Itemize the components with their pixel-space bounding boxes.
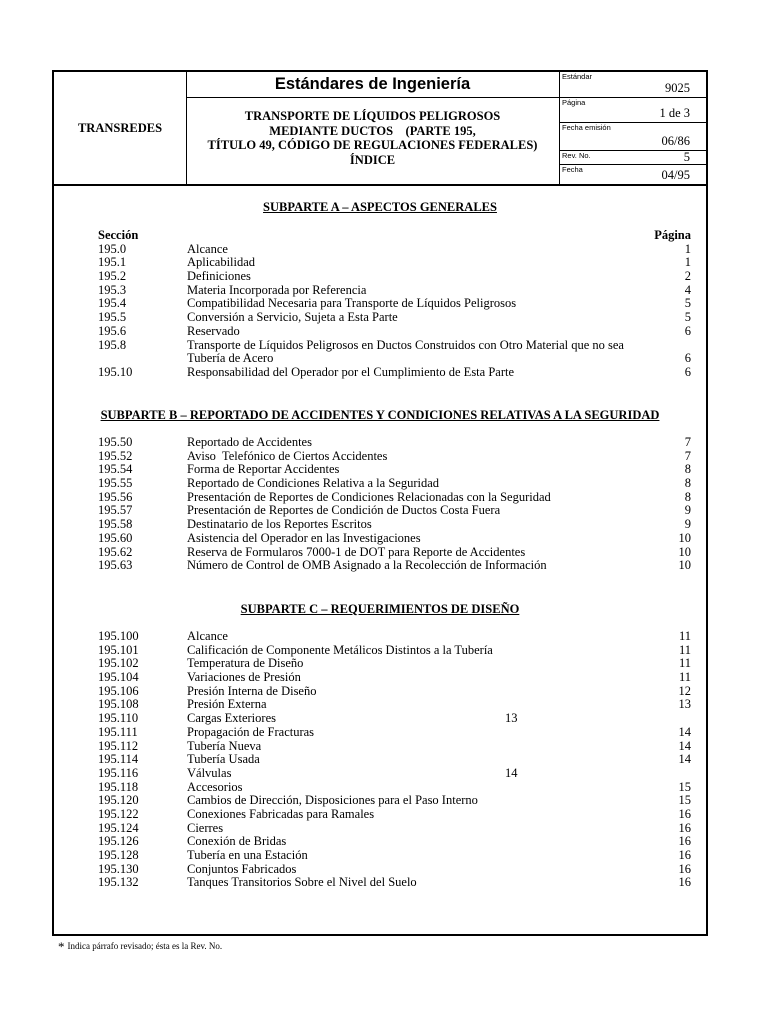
index-row (54, 450, 706, 464)
section-description: Conexiones Fabricadas para Ramales (187, 806, 375, 821)
footnote-text: Indica párrafo revisado; ésta es la Rev. No. (67, 941, 223, 951)
index-row (54, 794, 706, 808)
section-description: Conversión a Servicio, Sujeta a Esta Parte (187, 310, 398, 325)
subpart-a-rows (54, 243, 706, 380)
page-number: 6 (684, 351, 691, 366)
meta-value: 9025 (665, 81, 690, 95)
page-number: 10 (678, 544, 691, 559)
section-description: Conjuntos Fabricados (187, 861, 297, 876)
index-row (54, 366, 706, 380)
index-row (54, 297, 706, 311)
section-description: Forma de Reportar Accidentes (187, 462, 340, 477)
section-number: 195.118 (98, 779, 139, 794)
page-column-header: Página (654, 228, 691, 242)
meta-date (559, 165, 706, 184)
section-description: Reportado de Condiciones Relativa a la Seguridad (187, 476, 440, 491)
meta-standard (559, 72, 706, 98)
section-number: 195.52 (98, 448, 133, 463)
section-description: Presentación de Reportes de Condiciones Relacionadas con la Seguridad (187, 489, 551, 504)
section-number: 195.112 (98, 738, 139, 753)
index-row (54, 559, 706, 573)
meta-value: 1 de 3 (659, 106, 690, 120)
page-number: 14 (678, 724, 691, 739)
index-row (54, 753, 706, 767)
section-description: Reserva de Formularos 7000-1 de DOT para Reporte de Accidentes (187, 544, 526, 559)
page-number: 16 (678, 806, 691, 821)
subpart-a-title: SUBPARTE A – ASPECTOS GENERALES (263, 200, 497, 214)
section-description: Responsabilidad del Operador por el Cumplimiento de Esta Parte (187, 364, 515, 379)
page-number: 11 (678, 670, 691, 685)
meta-label: Estándar (562, 72, 593, 81)
title-line: TÍTULO 49, CÓDIGO DE REGULACIONES FEDERALES) (207, 138, 538, 152)
section-description: Cierres (187, 820, 224, 835)
section-number: 195.50 (98, 435, 133, 449)
section-description: Definiciones (187, 269, 251, 284)
index-row (54, 781, 706, 795)
page-number: 13 (505, 711, 518, 726)
index-row (54, 463, 706, 477)
section-number: 195.1 (98, 255, 127, 270)
page-number: 16 (678, 834, 691, 849)
section-number: 195.6 (98, 323, 127, 338)
section-description: Tubería en una Estación (187, 848, 308, 862)
subpart-b-rows (54, 436, 706, 573)
section-description: Propagación de Fracturas (187, 724, 315, 739)
subpart-a-table (54, 229, 706, 380)
section-number: 195.124 (98, 820, 139, 835)
section-number: 195.100 (98, 629, 139, 643)
section-number: 195.56 (98, 489, 133, 504)
section-number: 195.57 (98, 503, 133, 518)
index-row (54, 835, 706, 849)
section-number: 195.106 (98, 683, 139, 698)
index-row (54, 270, 706, 284)
index-row (54, 477, 706, 491)
section-number: 195.108 (98, 697, 139, 712)
section-number: 195.5 (98, 310, 127, 325)
index-row (54, 436, 706, 450)
index-row (54, 491, 706, 505)
index-row (54, 808, 706, 822)
section-description: Cargas Exteriores (187, 711, 276, 726)
subpart-c-title: SUBPARTE C – REQUERIMIENTOS DE DISEÑO (240, 602, 520, 616)
section-number: 195.122 (98, 806, 139, 821)
index-row (54, 685, 706, 699)
page-number: 10 (678, 530, 691, 545)
page-number: 8 (684, 489, 691, 504)
section-description: Presión Externa (187, 697, 267, 712)
index-row (54, 767, 706, 781)
section-description: Aplicabilidad (187, 255, 256, 270)
index-row (54, 311, 706, 325)
section-description: Materia Incorporada por Referencia (187, 282, 367, 297)
index-row (54, 876, 706, 890)
meta-label: Página (562, 98, 586, 107)
section-description: Destinatario de los Reportes Escritos (187, 517, 372, 532)
section-number: 195.54 (98, 462, 133, 477)
section-number: 195.8 (98, 337, 127, 352)
section-number: 195.55 (98, 476, 133, 491)
index-row (54, 532, 706, 546)
section-description: Temperatura de Diseño (187, 656, 304, 671)
index-row (54, 284, 706, 298)
index-row (54, 518, 706, 532)
index-row (54, 325, 706, 339)
page-number: 9 (684, 517, 691, 532)
section-column-header: Sección (98, 228, 139, 242)
column-header-row (54, 229, 706, 243)
document-header (54, 72, 706, 186)
page-number: 1 (684, 241, 691, 256)
page-number: 8 (684, 476, 691, 491)
section-description: Reservado (187, 323, 240, 338)
index-row (54, 698, 706, 712)
meta-value: 04/95 (661, 168, 690, 182)
section-number: 195.63 (98, 558, 133, 573)
section-description: Alcance (187, 629, 228, 643)
section-description: Aviso Telefónico de Ciertos Accidentes (187, 448, 388, 463)
index-row (54, 546, 706, 560)
index-row (54, 863, 706, 877)
standard-title: Estándares de Ingeniería (186, 72, 559, 98)
title-block (186, 72, 560, 184)
section-description: Conexión de Bridas (187, 834, 287, 849)
section-description: Tubería Usada (187, 752, 260, 767)
metadata-block (559, 72, 706, 184)
section-description: Presión Interna de Diseño (187, 683, 317, 698)
page-number: 13 (678, 697, 691, 712)
section-description: Presentación de Reportes de Condición de Ductos Costa Fuera (187, 503, 501, 518)
index-row (54, 256, 706, 270)
section-description: Tanques Transitorios Sobre el Nivel del Suelo (187, 875, 417, 890)
section-number: 195.126 (98, 834, 139, 849)
page-number: 1 (684, 255, 691, 270)
section-description: Compatibilidad Necesaria para Transporte de Líquidos Peligrosos (187, 296, 517, 311)
page-number: 4 (684, 282, 691, 297)
section-description: Número de Control de OMB Asignado a la Recolección de Información (187, 558, 547, 573)
section-number: 195.111 (98, 724, 138, 739)
page-number: 6 (684, 364, 691, 379)
subpart-c-table (54, 630, 706, 890)
section-description: Accesorios (187, 779, 243, 794)
meta-value: 06/86 (661, 134, 690, 148)
page-number: 9 (684, 503, 691, 518)
index-row (54, 822, 706, 836)
page-number: 14 (505, 765, 518, 780)
page-number: 16 (678, 875, 691, 890)
index-row (54, 740, 706, 754)
section-number: 195.128 (98, 848, 139, 862)
subpart-c-rows (54, 630, 706, 890)
index-row (54, 657, 706, 671)
section-description: Tubería Nueva (187, 738, 262, 753)
section-description: Asistencia del Operador en las Investigaciones (187, 530, 421, 545)
page-number: 11 (678, 629, 691, 643)
index-row (54, 644, 706, 658)
meta-rev-no (559, 151, 706, 165)
meta-label: Rev. No. (562, 151, 591, 160)
page-number: 11 (678, 656, 691, 671)
section-number: 195.62 (98, 544, 133, 559)
section-description: Reportado de Accidentes (187, 435, 312, 449)
footnote (58, 939, 222, 955)
page-number: 12 (678, 683, 691, 698)
section-number: 195.110 (98, 711, 139, 726)
page-number: 15 (678, 779, 691, 794)
index-row (54, 630, 706, 644)
section-number: 195.130 (98, 861, 139, 876)
subpart-b-title: SUBPARTE B – REPORTADO DE ACCIDENTES Y CONDICIONES RELATIVAS A LA SEGURIDAD (100, 408, 660, 422)
section-number: 195.4 (98, 296, 127, 311)
meta-page (559, 98, 706, 123)
page-number: 7 (684, 435, 691, 449)
section-number: 195.102 (98, 656, 139, 671)
page-number: 16 (678, 848, 691, 862)
meta-value: 5 (683, 150, 690, 164)
section-number: 195.60 (98, 530, 133, 545)
index-row (54, 339, 706, 353)
index-row (54, 712, 706, 726)
section-number: 195.58 (98, 517, 133, 532)
footnote-asterisk: * (58, 939, 65, 954)
section-number: 195.3 (98, 282, 127, 297)
section-number: 195.120 (98, 793, 139, 808)
index-row (54, 849, 706, 863)
title-line: TRANSPORTE DE LÍQUIDOS PELIGROSOS (244, 109, 501, 123)
section-number: 195.116 (98, 765, 139, 780)
section-description: Variaciones de Presión (187, 670, 301, 685)
section-number: 195.104 (98, 670, 139, 685)
page-number: 5 (684, 296, 691, 311)
index-row (54, 504, 706, 518)
page-number: 11 (678, 642, 691, 657)
meta-label: Fecha (562, 165, 583, 174)
page-number: 15 (678, 793, 691, 808)
page-number: 7 (684, 448, 691, 463)
section-description: Válvulas (187, 765, 232, 780)
meta-issue-date (559, 123, 706, 151)
section-number: 195.101 (98, 642, 139, 657)
subpart-b-table (54, 436, 706, 573)
index-row (54, 671, 706, 685)
section-number: 195.132 (98, 875, 139, 890)
section-description: Tubería de Acero (187, 351, 274, 366)
section-description: Calificación de Componente Metálicos Distintos a la Tubería (187, 642, 493, 657)
meta-label: Fecha emisión (562, 123, 611, 132)
page-number: 5 (684, 310, 691, 325)
page-number: 6 (684, 323, 691, 338)
index-row (54, 243, 706, 257)
index-row (54, 726, 706, 740)
page-number: 16 (678, 820, 691, 835)
section-number: 195.2 (98, 269, 127, 284)
title-line: ÍNDICE (349, 152, 396, 167)
page-number: 14 (678, 752, 691, 767)
index-row (54, 352, 706, 366)
section-description: Transporte de Líquidos Peligrosos en Ductos Construidos con Otro Material que no sea (187, 337, 624, 352)
page-number: 10 (678, 558, 691, 573)
section-number: 195.0 (98, 241, 127, 256)
section-description: Cambios de Dirección, Disposiciones para el Paso Interno (187, 793, 478, 808)
page-number: 14 (678, 738, 691, 753)
section-number: 195.10 (98, 364, 133, 379)
title-line: MEDIANTE DUCTOS (PARTE 195, (269, 123, 476, 138)
document-frame (52, 70, 708, 936)
document-title (186, 98, 559, 167)
section-description: Alcance (187, 241, 228, 256)
company-name: TRANSREDES (54, 72, 187, 184)
page-number: 2 (684, 269, 691, 284)
page-number: 8 (684, 462, 691, 477)
section-number: 195.114 (98, 752, 139, 767)
page-number: 16 (678, 861, 691, 876)
